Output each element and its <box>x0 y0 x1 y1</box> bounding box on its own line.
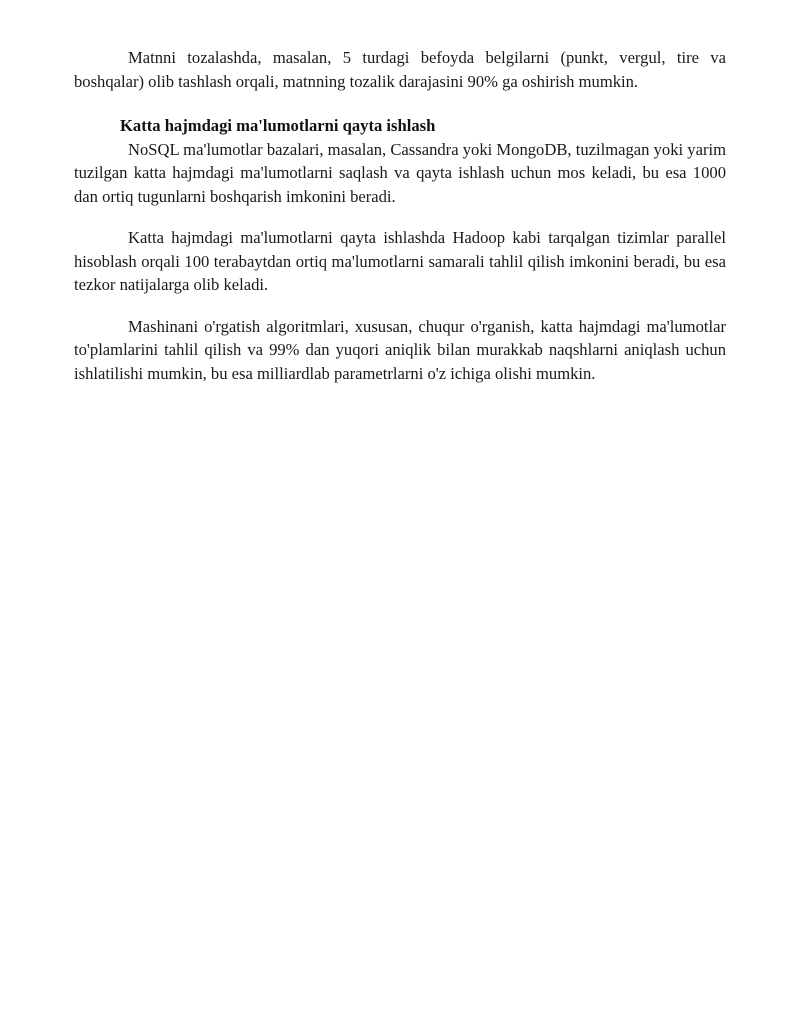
paragraph-nosql: NoSQL ma'lumotlar bazalari, masalan, Cassandra yoki MongoDB, tuzilmagan yoki yarim tuzilgan katta hajmdagi ma'lumotlarni saqlash va qayta ishlash uchun mos keladi, bu esa 1000 dan ortiq tugunlarni boshqarish imkonini beradi. <box>74 139 726 206</box>
document-body <box>74 46 726 385</box>
paragraph-machine-learning: Mashinani o'rgatish algoritmlari, xususan, chuqur o'rganish, katta hajmdagi ma'lumotlar to'plamlarini tahlil qilish va 99% dan yuqori aniqlik bilan murakkab naqshlarni aniqlash uchun ishlatilishi mumkin, bu esa milliardlab parametrlarni o'z ichiga olishi mumkin. <box>74 316 726 383</box>
paragraph-hadoop: Katta hajmdagi ma'lumotlarni qayta ishlashda Hadoop kabi tarqalgan tizimlar parallel hisoblash orqali 100 terabaytdan ortiq ma'lumotlarni samarali tahlil qilish imkonini beradi, bu esa tezkor natijalarga olib keladi. <box>74 228 726 294</box>
paragraph-text-cleaning: Matnni tozalashda, masalan, 5 turdagi befoyda belgilarni (punkt, vergul, tire va boshqalar) olib tashlash orqali, matnning tozalik darajasini 90% ga oshirish mumkin. <box>74 48 726 91</box>
section-heading: Katta hajmdagi ma'lumotlarni qayta ishlash <box>120 116 436 135</box>
